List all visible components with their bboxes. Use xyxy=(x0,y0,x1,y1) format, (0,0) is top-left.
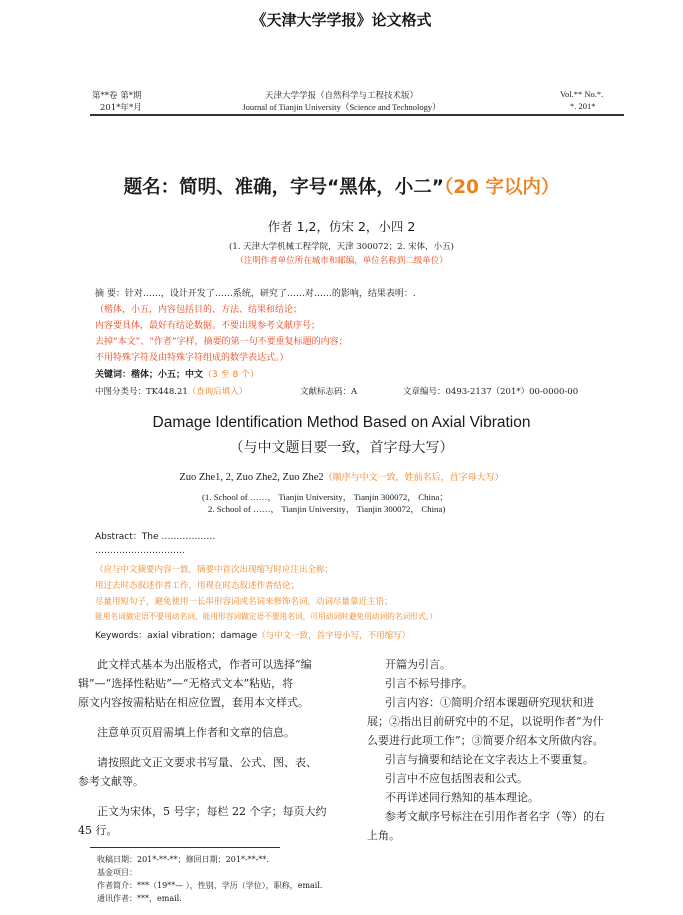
keywords-zh-label: 关键词：楷体；小五；中文 xyxy=(95,370,204,380)
en-authors-note: （顺序与中文一致，姓前名后，首字母大写） xyxy=(323,473,504,483)
zh-title xyxy=(0,173,683,199)
abstract-en-note: （应与中文摘要内容一致，摘要中首次出现缩写时应注出全称； xyxy=(95,565,334,575)
header-rule xyxy=(90,114,624,116)
abstract-zh-note: （楷体，小五，内容包括目的、方法、结果和结论； xyxy=(95,305,303,315)
footnote-rule xyxy=(90,847,280,848)
body-right-line: 引言内容：①简明介绍本课题研究现状和进 xyxy=(385,696,594,709)
header-journal-cn: 天津大学学报（自然科学与工程技术版） xyxy=(264,91,418,101)
zh-affiliation: (1. 天津大学机械工程学院，天津 300072；2. 宋体，小五) xyxy=(229,242,454,252)
body-left-line: 注意单页页眉需填上作者和文章的信息。 xyxy=(97,726,295,739)
abstract-zh-note: 去掉“本文”、“作者”字样，摘要的第一句不要重复标题的内容； xyxy=(95,337,348,347)
body-left-line: 参考文献等。 xyxy=(78,775,144,788)
footnote-fund: 基金项目： xyxy=(97,868,137,877)
en-authors-names: Zuo Zhe1, 2, Zuo Zhe2, Zuo Zhe2 xyxy=(179,472,324,483)
body-right-line: 引言与摘要和结论在文字表达上不要重复。 xyxy=(385,753,594,766)
zh-title-main: 题名：简明、准确，字号“黑体，小二” xyxy=(123,177,444,198)
zh-title-note: （20 字以内） xyxy=(443,177,560,198)
keywords-en-label: Keywords：axial vibration；damage xyxy=(95,631,258,641)
body-left-line: 45 行。 xyxy=(78,824,118,837)
abstract-en-note: 用过去时态叙述作者工作，用现在时态叙述作者结论； xyxy=(95,581,300,591)
clc-number xyxy=(95,385,247,397)
abstract-en-label: Abstract：The ……………… xyxy=(95,532,216,542)
clc-note: （查询后填入） xyxy=(187,387,248,397)
keywords-zh-note: （3 至 8 个） xyxy=(203,370,260,380)
keywords-zh xyxy=(95,367,259,380)
zh-authors: 作者 1,2，仿宋 2，小四 2 xyxy=(267,219,416,234)
header-volume-issue: 第**卷 第*期 xyxy=(92,91,142,101)
page-title: 《天津大学学报》论文格式 xyxy=(251,11,432,29)
body-right-line: 开篇为引言。 xyxy=(385,658,451,671)
keywords-en-note: （与中文一致，首字母小写，不用缩写） xyxy=(257,631,411,641)
abstract-zh-note: 不用特殊字符及由特殊字符组成的数学表达式。） xyxy=(95,353,289,363)
body-left-line: 此文样式基本为出版格式，作者可以选择“编 xyxy=(97,658,312,671)
en-authors xyxy=(0,470,683,483)
en-affiliation-2: 2. School of ……， Tianjin University， Tianjin 300072， China) xyxy=(208,504,446,514)
body-right-line: 不再详述同行熟知的基本理论。 xyxy=(385,791,539,804)
footnote-received: 收稿日期：201*-**-**；修回日期：201*-**-**. xyxy=(97,855,269,864)
footnote-author-bio: 作者简介：***（19**— ），性别，学历（学位），职称，email. xyxy=(97,881,323,890)
footnote-corresponding: 通讯作者：***，email. xyxy=(97,894,182,903)
header-vol-no: Vol.** No.*. xyxy=(560,89,604,99)
body-right-line: 引言不标号排序。 xyxy=(385,677,473,690)
body-right-line: 展；②指出目前研究中的不足，以说明作者“为什 xyxy=(367,715,604,728)
body-left-line: 原文内容按需粘贴在相应位置，套用本文样式。 xyxy=(78,696,309,709)
doc-code: 文献标志码：A xyxy=(300,387,358,397)
header-year-en: *. 201* xyxy=(570,101,596,111)
body-right-line: 参考文献序号标注在引用作者名字（等）的右 xyxy=(385,810,605,823)
article-number: 文章编号：0493-2137（201*）00-0000-00 xyxy=(403,387,579,397)
body-right-line: 引言中不应包括图表和公式。 xyxy=(385,772,528,785)
zh-affiliation-note: （注明作者单位所在城市和邮编，单位名称到二级单位） xyxy=(235,256,448,266)
abstract-zh-line: 摘 要：针对……，设计开发了……系统，研究了……对……的影响，结果表明：. xyxy=(95,289,416,299)
body-left-line: 辑”—“选择性粘贴”—“无格式文本”粘贴，将 xyxy=(78,677,294,690)
header-year-month: 201*年*月 xyxy=(100,103,142,113)
clc-label: 中图分类号：TK448.21 xyxy=(95,387,188,397)
en-title-note: （与中文题目要一致，首字母大写） xyxy=(229,440,454,456)
abstract-en-cont: ………………………… xyxy=(95,546,185,556)
en-title: Damage Identification Method Based on Axial Vibration xyxy=(152,414,531,431)
abstract-en-note: 能用名词做定语不要用动名词，能用形容词做定语不要用名词，可用动词时避免用动词的名词形式。） xyxy=(95,612,438,621)
body-left-line: 请按照此文正文要求书写量、公式、图、表、 xyxy=(97,756,317,769)
abstract-en-note: 尽量用短句子，避免使用一长串形容词或名词来修饰名词，动词尽量靠近主语； xyxy=(95,597,393,607)
header-journal-en: Journal of Tianjin University（Science and Technology） xyxy=(242,102,441,112)
body-right-line: 上角。 xyxy=(367,829,400,842)
body-left-line: 正文为宋体，5 号字；每栏 22 个字；每页大约 xyxy=(97,805,327,818)
abstract-zh-note: 内容要具体，最好有结论数据。不要出现参考文献序号； xyxy=(95,321,321,331)
en-affiliation-1: (1. School of ……， Tianjin University， Tianjin 300072， China； xyxy=(202,492,449,502)
keywords-en xyxy=(95,628,410,641)
body-right-line: 么要进行此项工作”；③简要介绍本文所做内容。 xyxy=(367,734,604,747)
